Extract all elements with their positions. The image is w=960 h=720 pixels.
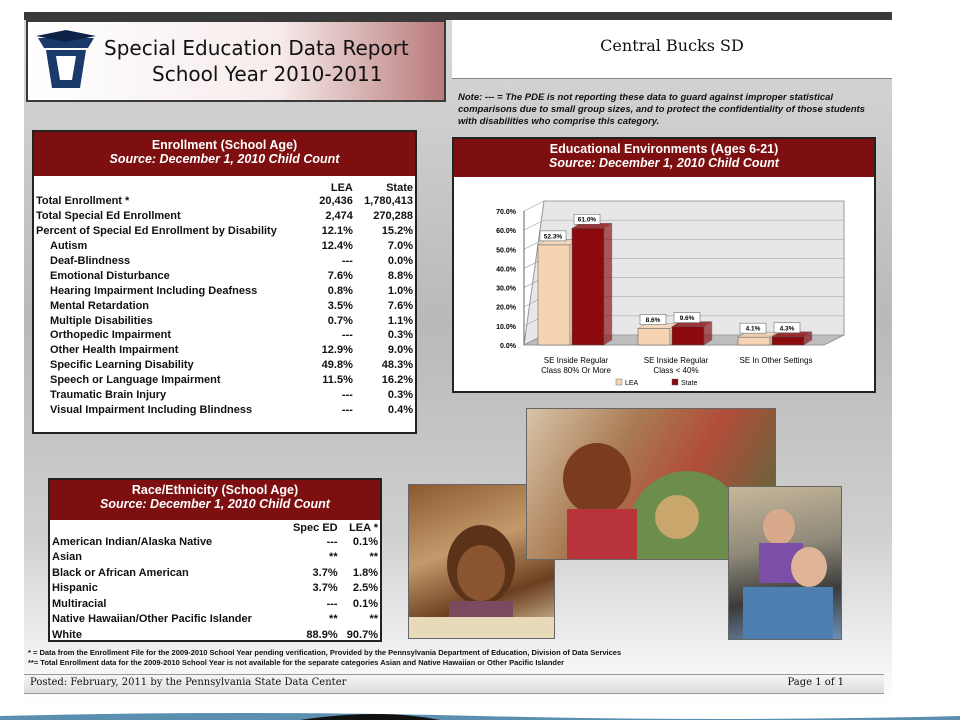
keystone-logo-icon bbox=[34, 28, 98, 92]
enrollment-row bbox=[34, 239, 415, 254]
row-label: Asian bbox=[52, 551, 82, 564]
spec-ed-value: 88.9% bbox=[306, 628, 338, 641]
race-title: Race/Ethnicity (School Age) bbox=[131, 483, 299, 497]
y-tick-label: 10.0% bbox=[496, 323, 516, 331]
row-label: American Indian/Alaska Native bbox=[52, 535, 213, 548]
lea-value: 2.5% bbox=[352, 582, 378, 595]
lea-value: 11.5% bbox=[322, 374, 353, 387]
state-value: 48.3% bbox=[381, 359, 413, 372]
state-value: 0.0% bbox=[387, 255, 413, 267]
gridline bbox=[524, 201, 544, 211]
enrollment-row bbox=[34, 283, 415, 298]
environments-source: Source: December 1, 2010 Child Count bbox=[549, 156, 779, 170]
row-label: Hispanic bbox=[52, 582, 98, 595]
race-row bbox=[50, 627, 380, 643]
bar-lea bbox=[538, 245, 570, 345]
bottom-wave-decoration bbox=[0, 708, 960, 720]
row-label: Multiple Disabilities bbox=[50, 314, 153, 327]
lea-value: ** bbox=[369, 551, 378, 564]
lea-value: 1.8% bbox=[352, 566, 378, 579]
state-value: 0.4% bbox=[387, 403, 413, 416]
lea-value: 0.1% bbox=[352, 535, 378, 548]
race-row bbox=[50, 581, 380, 597]
posted-text: Posted: February, 2011 by the Pennsylvania State Data Center bbox=[30, 677, 347, 688]
environments-header bbox=[454, 139, 874, 177]
district-box bbox=[452, 20, 892, 79]
enrollment-row bbox=[34, 402, 415, 417]
x-category-label: Class < 40% bbox=[653, 366, 699, 375]
lea-value: 20,436 bbox=[319, 195, 353, 208]
title-box bbox=[26, 20, 446, 102]
legend-label: State bbox=[681, 380, 698, 387]
lea-value: 90.7% bbox=[346, 628, 378, 641]
y-tick-label: 20.0% bbox=[496, 304, 516, 312]
race-source: Source: December 1, 2010 Child Count bbox=[100, 497, 330, 511]
y-tick-label: 70.0% bbox=[496, 209, 516, 216]
enrollment-table bbox=[34, 182, 415, 417]
lea-value: --- bbox=[341, 389, 353, 402]
students-classroom-photo bbox=[728, 486, 842, 640]
enrollment-header bbox=[34, 132, 415, 176]
lea-value: --- bbox=[341, 403, 353, 416]
state-value: 7.0% bbox=[387, 240, 413, 253]
state-value: 270,288 bbox=[373, 210, 413, 223]
race-row bbox=[50, 612, 380, 628]
state-value: 1,780,413 bbox=[364, 195, 413, 208]
race-row bbox=[50, 534, 380, 550]
lea-value: 12.9% bbox=[321, 344, 353, 357]
y-tick-label: 30.0% bbox=[496, 285, 516, 293]
enrollment-row bbox=[34, 358, 415, 373]
enrollment-panel bbox=[32, 130, 417, 434]
lea-value: 49.8% bbox=[321, 359, 353, 372]
lea-value: --- bbox=[341, 329, 353, 342]
enrollment-row bbox=[34, 313, 415, 328]
spec-ed-value: --- bbox=[326, 597, 338, 610]
x-category-label: SE Inside Regular bbox=[643, 356, 709, 365]
bar-side bbox=[604, 223, 612, 345]
row-label: Black or African American bbox=[52, 566, 189, 579]
row-label: Emotional Disturbance bbox=[50, 269, 170, 282]
bar-state bbox=[772, 337, 804, 345]
note-text: Note: --- = The PDE is not reporting these data to guard against improper statistical comparisons due to small group sizes, and to protect the confidentiality of those students with disabilities who comprise this category. bbox=[458, 92, 865, 127]
lea-value: --- bbox=[341, 255, 353, 267]
spec-ed-value: 3.7% bbox=[312, 566, 338, 579]
lea-value: 7.6% bbox=[327, 269, 353, 282]
row-label: Hearing Impairment Including Deafness bbox=[50, 284, 258, 297]
state-value: 1.0% bbox=[387, 284, 413, 297]
y-tick-label: 50.0% bbox=[496, 247, 516, 255]
row-label: Native Hawaiian/Other Pacific Islander bbox=[52, 613, 252, 626]
lea-value: ** bbox=[369, 613, 378, 626]
enrollment-row bbox=[34, 388, 415, 403]
environments-chart bbox=[454, 177, 874, 391]
race-panel bbox=[48, 478, 382, 642]
spec-ed-value: --- bbox=[326, 535, 338, 548]
row-label: Visual Impairment Including Blindness bbox=[50, 403, 253, 416]
state-value: 15.2% bbox=[381, 225, 413, 238]
bar-lea bbox=[738, 337, 770, 345]
row-label: Percent of Special Ed Enrollment by Disability bbox=[36, 225, 277, 238]
legend-swatch bbox=[672, 379, 678, 385]
row-label: Autism bbox=[50, 240, 88, 253]
state-value: 8.8% bbox=[387, 269, 413, 282]
row-label: White bbox=[52, 628, 82, 641]
data-label: 4.1% bbox=[745, 325, 761, 333]
lea-value: 3.5% bbox=[327, 299, 353, 312]
enrollment-title: Enrollment (School Age) bbox=[151, 138, 298, 152]
enrollment-row bbox=[34, 343, 415, 358]
legend-swatch bbox=[616, 379, 622, 385]
data-label: 52.3% bbox=[543, 233, 563, 241]
race-row bbox=[50, 550, 380, 566]
x-category-label: SE In Other Settings bbox=[739, 356, 813, 365]
state-value: 0.3% bbox=[387, 329, 413, 342]
data-label: 61.0% bbox=[577, 216, 597, 224]
enrollment-row bbox=[34, 254, 415, 269]
state-value: 0.3% bbox=[387, 389, 413, 402]
enrollment-row bbox=[34, 268, 415, 283]
bar-lea bbox=[638, 329, 670, 345]
row-label: Total Enrollment * bbox=[36, 195, 130, 208]
footnotes bbox=[28, 648, 868, 668]
environments-title: Educational Environments (Ages 6-21) bbox=[549, 142, 779, 156]
row-label: Mental Retardation bbox=[50, 299, 150, 312]
col-lea: LEA * bbox=[349, 522, 378, 534]
y-tick-label: 60.0% bbox=[496, 228, 516, 236]
data-label: 4.3% bbox=[779, 325, 795, 333]
y-tick-label: 40.0% bbox=[496, 266, 516, 274]
enrollment-source: Source: December 1, 2010 Child Count bbox=[109, 152, 340, 166]
x-category-label: Class 80% Or More bbox=[541, 366, 611, 375]
row-label: Traumatic Brain Injury bbox=[50, 389, 167, 402]
state-value: 9.0% bbox=[387, 344, 413, 357]
race-table bbox=[50, 522, 380, 643]
state-value: 7.6% bbox=[387, 299, 413, 312]
classroom-illustration bbox=[729, 487, 841, 639]
row-label: Other Health Impairment bbox=[50, 344, 179, 357]
lea-value: 0.8% bbox=[327, 284, 353, 297]
lea-value: 0.1% bbox=[352, 597, 378, 610]
state-value: 1.1% bbox=[387, 314, 413, 327]
row-label: Orthopedic Impairment bbox=[50, 329, 172, 342]
race-row bbox=[50, 596, 380, 612]
race-row bbox=[50, 565, 380, 581]
row-label: Total Special Ed Enrollment bbox=[36, 210, 181, 223]
row-label: Specific Learning Disability bbox=[50, 359, 194, 372]
top-bar bbox=[24, 12, 892, 20]
spec-ed-value: ** bbox=[329, 613, 338, 626]
report-title: Special Education Data Report bbox=[104, 36, 409, 60]
enrollment-row bbox=[34, 224, 415, 239]
lea-value: 12.1% bbox=[321, 225, 353, 238]
legend-label: LEA bbox=[625, 380, 639, 387]
environments-panel bbox=[452, 137, 876, 393]
state-value: 16.2% bbox=[381, 374, 413, 387]
col-lea: LEA bbox=[330, 182, 353, 194]
bar-state bbox=[572, 228, 604, 345]
spec-ed-value: ** bbox=[329, 551, 338, 564]
row-label: Deaf-Blindness bbox=[50, 255, 131, 267]
enrollment-row bbox=[34, 373, 415, 388]
y-tick-label: 0.0% bbox=[500, 343, 516, 350]
enrollment-row bbox=[34, 209, 415, 224]
row-label: Multiracial bbox=[52, 597, 107, 610]
lea-value: 12.4% bbox=[321, 240, 353, 253]
enrollment-row bbox=[34, 194, 415, 209]
race-header bbox=[50, 480, 380, 520]
footnote-2: **= Total Enrollment data for the 2009-2010 School Year is not available for the separate categories Asian and Native Hawaiian or Other Pacific Islander bbox=[28, 658, 565, 667]
lea-value: 2,474 bbox=[325, 210, 353, 223]
bar-state bbox=[672, 327, 704, 345]
data-label: 9.6% bbox=[679, 315, 695, 323]
enrollment-row bbox=[34, 298, 415, 313]
district-name: Central Bucks SD bbox=[600, 36, 744, 55]
row-label: Speech or Language Impairment bbox=[50, 374, 221, 387]
data-label: 8.6% bbox=[645, 317, 661, 325]
footnote-1: * = Data from the Enrollment File for the 2009-2010 School Year pending verification, Provided by the Pennsylvania Department of Education, Division of Data Services bbox=[28, 648, 622, 657]
lea-value: 0.7% bbox=[327, 314, 353, 327]
school-year: School Year 2010-2011 bbox=[152, 62, 383, 86]
page-number: Page 1 of 1 bbox=[787, 677, 844, 688]
col-spec-ed: Spec ED bbox=[292, 522, 338, 534]
col-state: State bbox=[386, 182, 413, 194]
enrollment-row bbox=[34, 328, 415, 343]
x-category-label: SE Inside Regular bbox=[543, 356, 609, 365]
spec-ed-value: 3.7% bbox=[312, 582, 338, 595]
footer-bar bbox=[24, 674, 884, 694]
